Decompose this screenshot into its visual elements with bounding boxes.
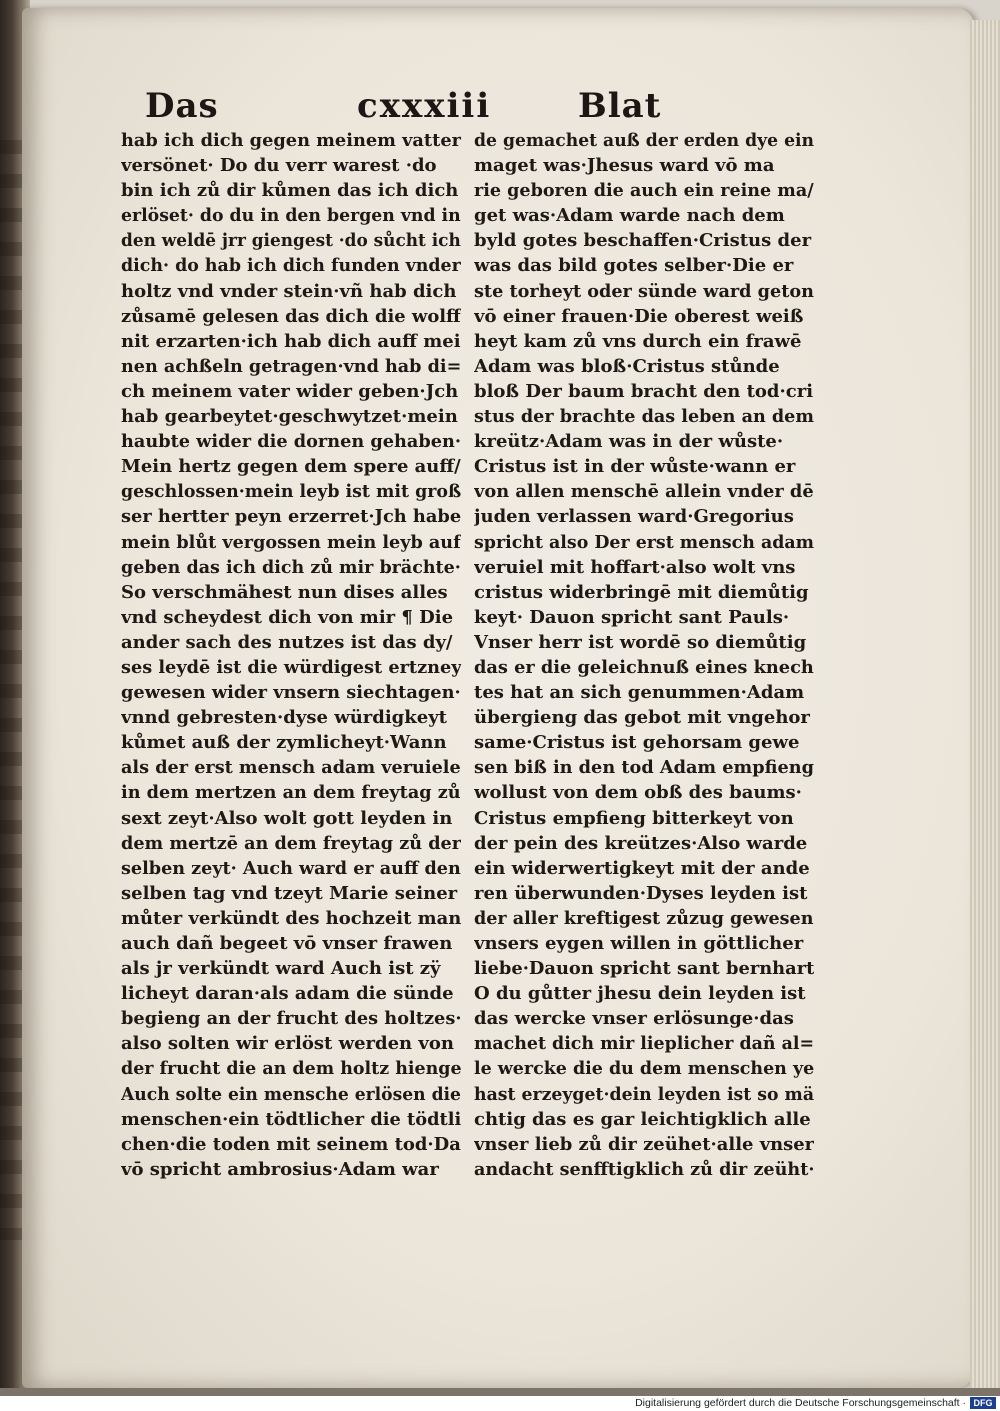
text-line: ren überwunden·Dyses leyden ist [474, 882, 808, 904]
text-line: cristus widerbringē mit diemůtig [474, 581, 809, 603]
text-line: der frucht die an dem holtz hienge [121, 1058, 462, 1080]
text-line: der pein des kreützes·Also warde [474, 832, 808, 854]
text-line: vō spricht ambrosius·Adam war [121, 1158, 439, 1180]
text-line: zůsamē gelesen das dich die wolff [121, 305, 461, 327]
text-line: byld gotes beschaffen·Cristus der [474, 230, 812, 252]
text-line: vnsers eygen willen in göttlicher [474, 933, 804, 954]
text-line: hab ich dich gegen meinem vatter [121, 130, 461, 151]
text-line: ander sach des nutzes ist das dy/ [121, 631, 453, 653]
text-line: maget was·Jhesus ward vō ma [474, 155, 775, 177]
text-line: stus der brachte das leben an dem [474, 406, 814, 428]
text-line: selben zeyt· Auch ward er auff den [121, 857, 461, 879]
text-line: heyt kam zů vns durch ein frawē [474, 330, 802, 352]
text-line: haubte wider die dornen gehaben· [121, 431, 461, 453]
text-line: Cristus ist in der wůste·wann er [474, 456, 796, 478]
text-line: ch meinem vater wider geben·Jch [121, 380, 459, 402]
text-line: wollust von dem obß des baums· [474, 782, 802, 804]
text-line: kreütz·Adam was in der wůste· [474, 431, 784, 453]
text-line: übergieng das gebot mit vngehor [474, 707, 810, 729]
text-line: sext zeyt·Also wolt gott leyden in [121, 807, 453, 829]
text-line: also solten wir erlöst werden von [121, 1033, 454, 1055]
text-column-right [474, 128, 819, 1182]
running-head-left: Das [145, 86, 219, 126]
text-line: vnd scheydest dich von mir ¶ Die [121, 606, 454, 628]
text-line: O du gůtter jhesu dein leyden ist [474, 983, 806, 1005]
text-line: Mein hertz gegen dem spere auff/ [121, 456, 461, 478]
text-line: sen biß in den tod Adam empfieng [474, 757, 815, 779]
dfg-logo: DFG [970, 1397, 996, 1409]
page-bottom-shadow [0, 1388, 1000, 1396]
text-line: keyt· Dauon spricht sant Pauls· [474, 606, 790, 628]
text-line: ste torheyt oder sünde ward geton [474, 280, 814, 302]
text-line: kůmet auß der zymlicheyt·Wann [121, 732, 447, 754]
text-line: le wercke die du dem menschen ye [474, 1058, 815, 1080]
text-line: in dem mertzen an dem freytag zů [121, 782, 461, 804]
text-line: vō einer frauen·Die oberest weiß [474, 305, 804, 327]
text-line: das wercke vnser erlösunge·das [474, 1008, 794, 1030]
text-line: hast erzeyget·dein leyden ist so mä [474, 1083, 814, 1105]
text-line: bloß Der baum bracht den tod·cri [474, 380, 814, 402]
text-line: hab gearbeytet·geschwytzet·mein [121, 406, 458, 428]
text-line: holtz vnd vnder stein·vñ hab dich [121, 280, 457, 302]
text-line: chen·die toden mit seinem tod·Da [121, 1133, 461, 1155]
text-line: Cristus empfieng bitterkeyt von [474, 807, 794, 829]
text-line: bin ich zů dir kůmen das ich dich [121, 180, 459, 202]
text-line: als der erst mensch adam veruiele [121, 757, 461, 779]
text-line: chtig das es gar leichtigklich alle [474, 1108, 811, 1130]
text-line: můter verkündt des hochzeit man [121, 907, 461, 929]
text-line: ses leydē ist die würdigest ertzney [121, 656, 462, 678]
text-line: ein widerwertigkeyt mit der ande [474, 857, 810, 879]
left-page-bleed-text [0, 140, 22, 1240]
text-line: vnser lieb zů dir zeühet·alle vnser [474, 1133, 814, 1155]
text-column-left [121, 128, 466, 1182]
text-line: von allen menschē allein vnder dē [474, 481, 814, 503]
text-line: So verschmähest nun dises alles [121, 581, 448, 603]
text-line: als jr verkündt ward Auch ist zÿ [121, 958, 441, 980]
text-line: mein blůt vergossen mein leyb auf [121, 531, 461, 553]
footer-bar [0, 1396, 1000, 1411]
text-line: licheyt daran·als adam die sünde [121, 983, 454, 1005]
text-line: was das bild gotes selber·Die er [474, 255, 794, 277]
right-page-stack [970, 20, 1000, 1390]
text-line: vnnd gebresten·dyse würdigkeyt [121, 707, 447, 729]
funding-credit: Digitalisierung gefördert durch die Deutsche Forschungsgemeinschaft · [635, 1397, 966, 1409]
text-line: tes hat an sich genummen·Adam [474, 682, 805, 704]
text-line: Adam was bloß·Cristus stůnde [474, 355, 780, 377]
text-line: den weldē jrr giengest ·do sůcht ich [121, 230, 461, 252]
text-line: de gemachet auß der erden dye ein [474, 130, 814, 151]
running-head-right: Blat [578, 86, 662, 126]
text-line: gewesen wider vnsern siechtagen· [121, 682, 461, 704]
text-line: veruiel mit hoffart·also wolt vns [474, 556, 796, 578]
text-line: same·Cristus ist gehorsam gewe [474, 732, 800, 754]
text-line: geben das ich dich zů mir brächte· [121, 556, 461, 578]
text-line: spricht also Der erst mensch adam [474, 531, 815, 553]
text-line: juden verlassen ward·Gregorius [474, 506, 794, 528]
text-line: dich· do hab ich dich funden vnder [121, 255, 461, 277]
text-line: Vnser herr ist wordē so diemůtig [474, 631, 807, 653]
text-line: dem mertzē an dem freytag zů der [121, 832, 462, 854]
text-line: nen achßeln getragen·vnd hab di= [121, 355, 461, 377]
text-line: nit erzarten·ich hab dich auff mei [121, 330, 461, 352]
text-line: rie geboren die auch ein reine ma/ [474, 180, 814, 202]
text-line: machet dich mir lieplicher dañ al= [474, 1033, 815, 1055]
text-line: liebe·Dauon spricht sant bernhart [474, 958, 814, 980]
text-line: geschlossen·mein leyb ist mit groß [121, 481, 462, 503]
text-line: begieng an der frucht des holtzes· [121, 1008, 462, 1030]
text-line: versönet· Do du verr warest ·do [121, 155, 437, 177]
text-line: get was·Adam warde nach dem [474, 205, 785, 227]
text-line: der aller kreftigest zůzug gewesen [474, 907, 814, 929]
text-line: menschen·ein tödtlicher die tödtli [121, 1108, 461, 1130]
text-line: selben tag vnd tzeyt Marie seiner [121, 882, 458, 904]
text-line: ser hertter peyn erzerret·Jch habe [121, 506, 461, 528]
text-line: andacht senfftigklich zů dir zeüht· [474, 1158, 814, 1180]
text-line: das er die geleichnuß eines knech [474, 656, 814, 678]
text-line: Auch solte ein mensche erlösen die [121, 1083, 461, 1105]
folio-number: cxxxiii [357, 86, 492, 126]
text-line: erlöset· do du in den bergen vnd in [121, 205, 461, 227]
text-line: auch dañ begeet vō vnser frawen [121, 933, 453, 954]
